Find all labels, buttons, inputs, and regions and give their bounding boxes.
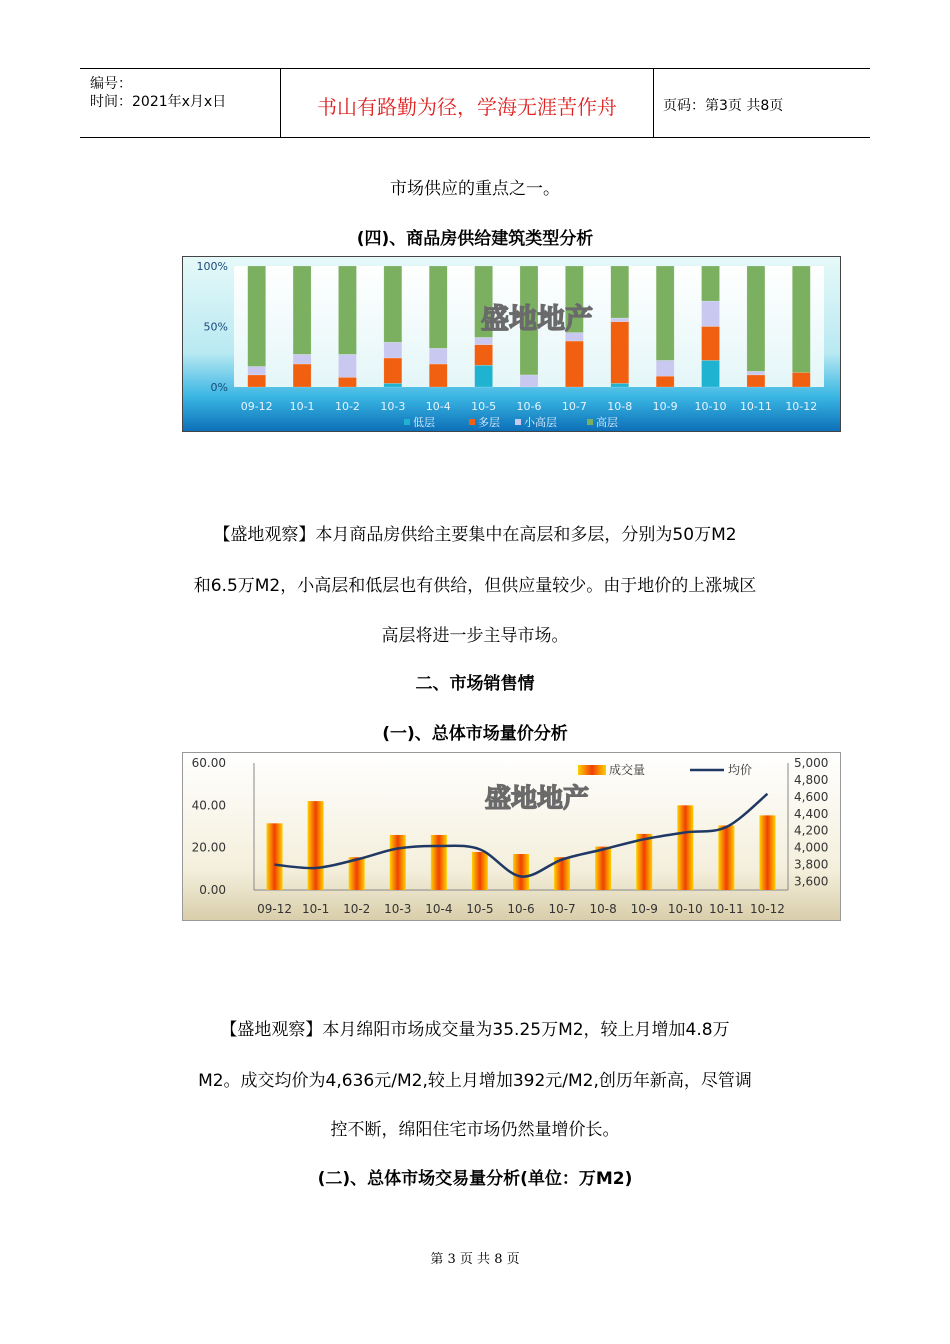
x-tick-label: 10-3 [380, 400, 406, 413]
bar-segment [747, 375, 765, 387]
x-tick-label: 10-12 [785, 400, 818, 413]
x-tick-label: 10-1 [289, 400, 315, 413]
volume-bar [267, 823, 283, 890]
header-center-cell [280, 69, 654, 137]
bar-segment [429, 348, 447, 364]
x-tick-label: 10-7 [548, 902, 576, 916]
legend-label-volume: 成交量 [609, 763, 646, 777]
left-y-tick-label: 40.00 [191, 798, 226, 813]
volume-price-chart-svg [182, 752, 841, 921]
bar-segment [702, 266, 720, 301]
right-y-tick-label: 5,000 [794, 756, 829, 770]
bar-segment [520, 375, 538, 387]
observation2-line2: M2。成交均价为4,636元/M2,较上月增加392元/M2,创历年新高，尽管调 [198, 1071, 752, 1091]
volume-bar [636, 834, 652, 890]
legend-label-price: 均价 [728, 763, 753, 777]
bar-segment [611, 266, 629, 318]
bar-segment [293, 354, 311, 364]
paragraph-top-line: 市场供应的重点之一。 [390, 179, 560, 199]
left-y-tick-label: 60.00 [191, 756, 226, 770]
x-tick-label: 09-12 [257, 902, 292, 916]
bar-segment [656, 360, 674, 376]
section1-title: (一)、总体市场量价分析 [382, 724, 568, 744]
x-tick-label: 10-11 [739, 400, 772, 413]
legend-swatch [587, 419, 593, 425]
bar-segment [384, 342, 402, 358]
bar-segment [338, 266, 356, 354]
left-y-tick-label: 0.00 [199, 883, 226, 897]
bar-segment [611, 383, 629, 387]
motto-text: 书山有路勤为径，学海无涯苦作舟 [317, 95, 617, 119]
right-y-tick-label: 4,400 [794, 806, 829, 821]
bar-segment [293, 364, 311, 387]
volume-price-chart [182, 752, 841, 921]
x-tick-label: 10-4 [425, 400, 451, 413]
bar-segment [747, 371, 765, 375]
right-y-tick-label: 4,600 [794, 789, 829, 804]
right-y-tick-label: 4,200 [794, 823, 829, 838]
bar-segment [611, 322, 629, 384]
building-type-chart-svg [182, 256, 841, 432]
observation2-line1: 【盛地观察】本月绵阳市场成交量为35.25万M2，较上月增加4.8万 [220, 1020, 730, 1040]
legend-label: 高层 [596, 416, 618, 429]
page-footer: 第 3 页 共 8 页 [430, 1252, 520, 1267]
legend-swatch [515, 419, 521, 425]
volume-bar [718, 825, 734, 890]
bar-segment [702, 360, 720, 387]
bar-segment [384, 358, 402, 383]
bar-segment [384, 266, 402, 342]
bar-segment [792, 372, 810, 387]
bar-segment [565, 341, 583, 387]
bar-segment [429, 266, 447, 348]
bar-segment [293, 266, 311, 354]
x-tick-label: 10-12 [750, 902, 785, 916]
x-tick-label: 10-5 [466, 902, 494, 916]
right-y-tick-label: 3,600 [794, 874, 829, 889]
x-tick-label: 10-3 [384, 902, 412, 916]
legend-label: 多层 [478, 416, 500, 429]
bar-segment [475, 345, 493, 366]
x-tick-label: 10-9 [652, 400, 678, 413]
x-tick-label: 10-2 [343, 902, 371, 916]
right-y-tick-label: 4,000 [794, 840, 829, 855]
bar-segment [702, 327, 720, 361]
bar-segment [656, 376, 674, 387]
legend-label: 小高层 [524, 416, 557, 429]
bar-segment [747, 266, 765, 371]
volume-bar [431, 835, 447, 890]
volume-bar [677, 805, 693, 890]
x-tick-label: 10-8 [589, 902, 617, 916]
x-tick-label: 09-12 [240, 400, 273, 413]
x-tick-label: 10-4 [425, 902, 453, 916]
legend-swatch [469, 419, 475, 425]
right-y-tick-label: 4,800 [794, 772, 829, 787]
date-label: 时间：2021年x月x日 [90, 94, 227, 110]
legend-swatch-volume [578, 765, 606, 775]
observation1-line3: 高层将进一步主导市场。 [381, 626, 569, 646]
y-tick-label: 0% [210, 381, 228, 394]
x-tick-label: 10-1 [301, 902, 330, 916]
y-tick-label: 100% [196, 260, 228, 273]
header-right-cell [653, 69, 870, 137]
bar-segment [248, 375, 266, 387]
watermark-text: 盛地地产 [480, 302, 594, 335]
x-tick-label: 10-10 [667, 902, 703, 916]
volume-bar [390, 835, 406, 890]
x-tick-label: 10-7 [561, 400, 587, 413]
x-tick-label: 10-5 [471, 400, 497, 413]
volume-bar [595, 847, 611, 890]
y-tick-label: 50% [203, 320, 228, 334]
left-y-tick-label: 20.00 [191, 840, 226, 855]
page-info: 页码：第3页 共8页 [663, 98, 784, 114]
right-y-tick-label: 3,800 [794, 857, 829, 872]
volume-bar [513, 854, 529, 890]
x-tick-label: 10-6 [516, 400, 542, 413]
observation1-line1: 【盛地观察】本月商品房供给主要集中在高层和多层，分别为50万M2 [213, 525, 737, 545]
bar-segment [338, 354, 356, 377]
volume-bar [472, 852, 488, 890]
bar-segment [248, 266, 266, 366]
bar-segment [475, 337, 493, 344]
observation1-line2: 和6.5万M2，小高层和低层也有供给，但供应量较少。由于地价的上涨城区 [193, 576, 757, 596]
page-header [80, 68, 870, 138]
bar-segment [475, 365, 493, 387]
bar-segment [338, 377, 356, 387]
bar-segment [611, 318, 629, 322]
legend-swatch [404, 419, 410, 425]
serial-label: 编号： [90, 76, 132, 92]
observation2-line3: 控不断，绵阳住宅市场仍然量增价长。 [330, 1120, 620, 1140]
volume-bar [759, 815, 775, 890]
building-type-chart [182, 256, 841, 432]
volume-bar [308, 801, 324, 890]
bar-segment [429, 364, 447, 387]
x-tick-label: 10-11 [708, 902, 744, 916]
x-tick-label: 10-6 [507, 902, 535, 916]
x-tick-label: 10-10 [694, 400, 727, 413]
chapter2-title: 二、市场销售情 [415, 674, 535, 694]
x-tick-label: 10-2 [334, 400, 360, 413]
bar-segment [384, 383, 402, 387]
x-tick-label: 10-9 [630, 902, 658, 916]
bar-segment [792, 266, 810, 372]
section2-title: (二)、总体市场交易量分析(单位：万M2) [317, 1169, 633, 1189]
bar-segment [248, 366, 266, 374]
header-left-cell [80, 69, 280, 137]
x-tick-label: 10-8 [607, 400, 633, 413]
watermark-text: 盛地地产 [484, 784, 590, 814]
legend-label: 低层 [413, 416, 435, 429]
section4-title: (四)、商品房供给建筑类型分析 [356, 229, 594, 249]
bar-segment [702, 301, 720, 326]
bar-segment [656, 266, 674, 360]
